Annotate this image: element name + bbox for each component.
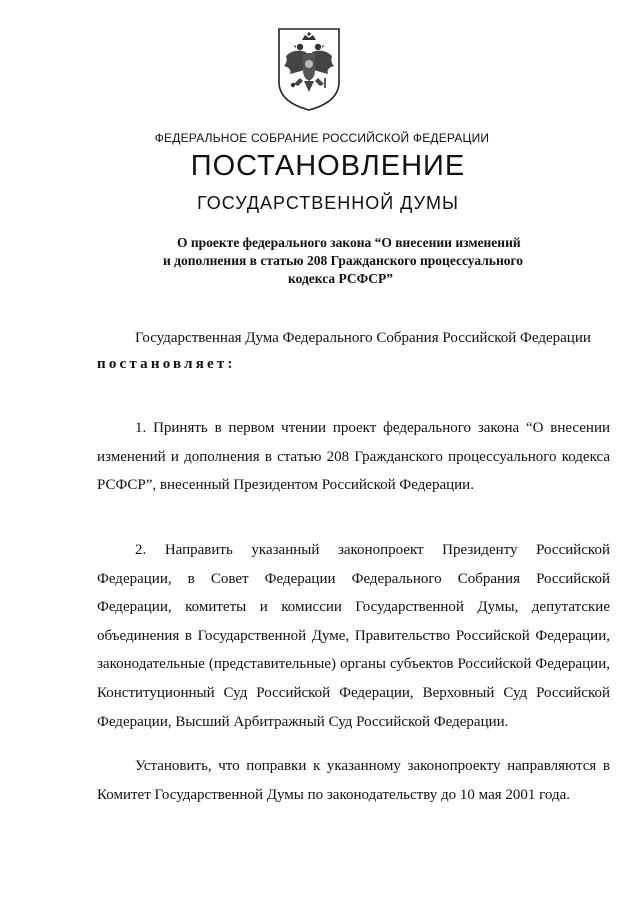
- subject-line-2: и дополнения в статью 208 Гражданского процессуального: [163, 253, 524, 268]
- paragraph-2: 2. Направить указанный законопроект Президенту Российской Федерации, в Совет Федерации Федерального Собрания Российской Федерации, комитеты и комиссии Государственной Думы, депутатские объединения в Государственной Думе, Правительство Российской Федерации, законодательные (представительные) органы субъектов Российской Федерации, Конституционный Суд Российской Федерации, Верховный Суд Российской Федерации, Высший Арбитражный Суд Российской Федерации.: [97, 542, 610, 730]
- resolves-label: постановляет:: [97, 356, 236, 372]
- preamble: [97, 324, 610, 353]
- document-subject: [150, 234, 580, 288]
- document-title: ПОСТАНОВЛЕНИЕ: [190, 150, 466, 182]
- organization-name: ФЕДЕРАЛЬНОЕ СОБРАНИЕ РОССИЙСКОЙ ФЕДЕРАЦИИ: [154, 131, 490, 145]
- paragraph-3: Установить, что поправки к указанному законопроекту направляются в Комитет Государственной Думы по законодательству до 10 мая 2001 года.: [97, 758, 610, 803]
- subject-line-1: О проекте федерального закона “О внесении изменений: [177, 235, 521, 250]
- paragraph-1: 1. Принять в первом чтении проект федерального закона “О внесении изменений и дополнения в статью 208 Гражданского процессуального кодекса РСФСР”, внесенный Президентом Российской Федерации.: [97, 420, 610, 494]
- document-subtitle: ГОСУДАРСТВЕННОЙ ДУМЫ: [197, 193, 459, 213]
- russian-coat-of-arms-icon: [276, 26, 342, 112]
- preamble-text: Государственная Дума Федерального Собрания Российской Федерации: [135, 330, 591, 346]
- subject-line-3: кодекса РСФСР”: [288, 271, 394, 286]
